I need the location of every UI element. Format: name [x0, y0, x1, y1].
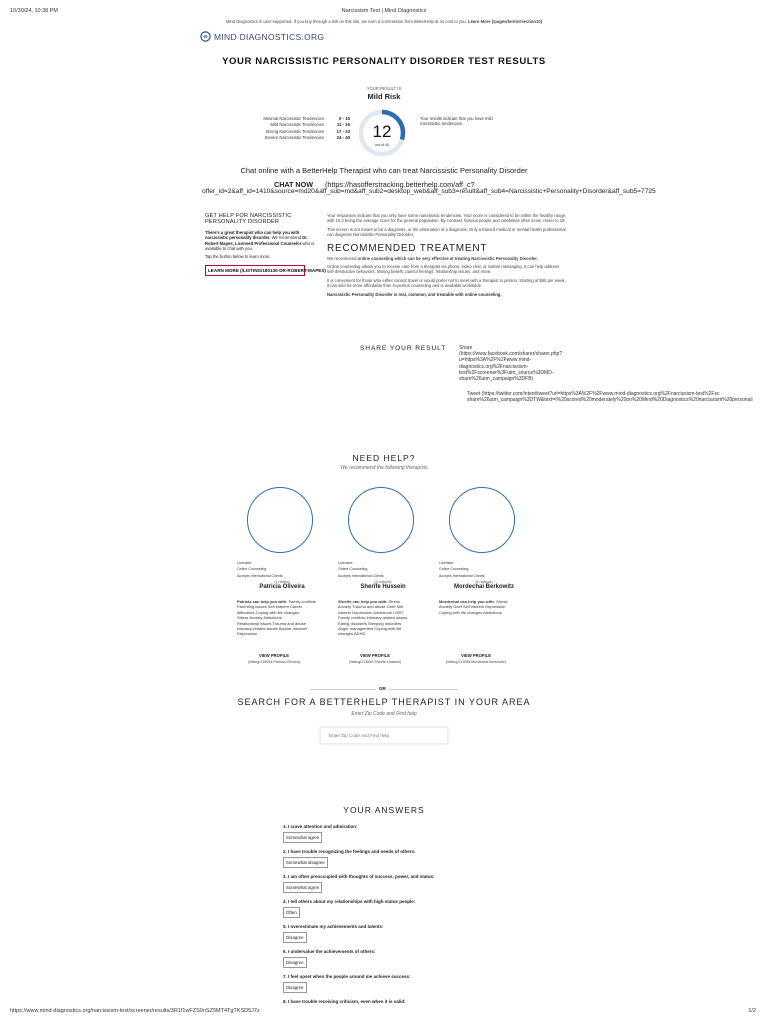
- facebook-share-link[interactable]: [459, 345, 589, 382]
- results-title: YOUR NARCISSISTIC PERSONALITY DISORDER TEST RESULTS: [222, 56, 546, 67]
- print-datetime: 10/30/24, 10:38 PM: [10, 8, 59, 14]
- fb-line-3[interactable]: u=https%3A%2F%2Fwww.mind-: [459, 357, 532, 364]
- therapist-tags: [338, 560, 433, 579]
- answer-value: Disagree: [283, 957, 307, 968]
- therapist-reviews: (6 reviews): [475, 579, 493, 584]
- specialty-line: Parenting issues Self esteem Career: [237, 604, 303, 610]
- tag-online: Online Counseling: [237, 567, 267, 572]
- range-label: Mild Narcissistic Tendencies: [270, 122, 324, 128]
- tag-licensed: Licensed: [237, 561, 252, 565]
- specialty-line: difficulties Coping with life changes: [237, 609, 299, 615]
- range-label: Severe Narcissistic Tendencies: [264, 134, 324, 140]
- help-p1-post: who is available to chat with you.: [205, 240, 315, 252]
- rec-p1-bold: online counseling which can be very effective at treating Narcissistic Personality Disorder.: [357, 255, 538, 261]
- specialty-line: Stress Anxiety Addictions: [237, 615, 282, 621]
- answer-question: 1. I crave attention and admiration:: [283, 824, 358, 829]
- view-profile-link[interactable]: [330, 653, 420, 664]
- result-side-note: Your results indicate that you have mild narcissistic tendencies.: [420, 116, 493, 127]
- therapist-reviews: (1 review): [274, 579, 290, 584]
- fb-line-2[interactable]: (https://www.facebook.com/sharer/sharer.php?: [459, 351, 563, 358]
- score-gauge: [357, 108, 407, 158]
- range-value: 0 - 10: [339, 116, 350, 121]
- tag-international: Accepts International Clients: [338, 573, 384, 578]
- help-p1-therapist: Dr. Robert Mapes, Licensed Professional Counselor: [205, 235, 308, 246]
- learn-more-button[interactable]: LEARN MORE (/LISTING/180130-DR-ROBERT-MAPES): [205, 265, 305, 276]
- help-label: Mordechai can help you with:: [439, 598, 496, 604]
- help-box-p2: Tap the button below to learn more.: [205, 254, 271, 260]
- tw-line-2[interactable]: share%26utm_campaign%3DTW&text=I%20scored%20moderately%20on%20Mind%20Diagnostics%20narcissism%20personali: [467, 397, 753, 404]
- view-profile-link[interactable]: [431, 653, 521, 664]
- chat-heading: Chat online with a BetterHelp Therapist who can treat Narcissistic Personality Disorder: [240, 166, 528, 175]
- specialty-line: Family conflicts Intimacy-related issues: [338, 615, 408, 621]
- share-title: SHARE YOUR RESULT: [360, 345, 447, 352]
- therapist-card: [439, 487, 534, 615]
- view-profile-url[interactable]: (/listing/211506-Mordechai-Berkowitz): [445, 660, 507, 664]
- range-label: Strong Narcissistic Tendencies: [265, 128, 324, 134]
- disclosure-text: Mind Diagnostics is user-supported. If you buy through a link on this site, we earn a commission from BetterHelp at no cost to you.: [225, 19, 467, 24]
- specialty-line: Anxiety Grief Self esteem Depression: [439, 604, 506, 610]
- tag-licensed: Licensed: [439, 561, 454, 565]
- help-p1-bold: There's a great therapist who can help you with narcissistic personality disorder.: [205, 229, 300, 241]
- or-label: OR: [376, 686, 389, 691]
- therapist-photo[interactable]: [348, 487, 414, 553]
- print-page-number: 1/2: [748, 1008, 756, 1014]
- specialty-line: Depression: [237, 631, 258, 637]
- therapist-photo[interactable]: [247, 487, 313, 553]
- logo[interactable]: [200, 31, 324, 42]
- specialty-line: Anxiety Trauma and abuse Grief Self: [338, 604, 404, 610]
- answer-question: 4. I tell others about my relationships with high status people:: [283, 899, 416, 904]
- gauge-score: 12: [372, 122, 392, 141]
- answer-question: 6. I undervalue the achievements of others:: [283, 949, 376, 954]
- answer-value: Often: [283, 907, 300, 918]
- therapist-specialties: [439, 599, 534, 615]
- specialty-line: changes ADHD: [338, 631, 366, 637]
- answer-value: Somewhat disagree: [283, 857, 328, 868]
- logo-text: MIND DIAGNOSTICS.ORG: [214, 31, 325, 42]
- specialty-line: Intimacy-related issues Bipolar disorder: [237, 625, 308, 631]
- chat-now-button[interactable]: CHAT NOW: [274, 180, 313, 189]
- score-range-row: [240, 135, 350, 141]
- therapist-specialties: [338, 599, 433, 637]
- therapist-reviews: (3 reviews): [374, 579, 392, 584]
- answer-value: Disagree: [283, 982, 307, 993]
- answer-question: 8. I have trouble receiving criticism, even when it is valid:: [283, 999, 406, 1004]
- print-page-title: Narcissism Test | Mind Diagnostics: [341, 8, 427, 14]
- disclosure-link[interactable]: Learn More (/pages/terms#section10): [468, 19, 543, 24]
- specialty-line: Stress: [388, 598, 401, 604]
- tw-line-1[interactable]: Tweet (https://twitter.com/intent/tweet?url=https%3A%2F%2Fwww.mind-diagnostics.org%2Fnarcissism-test%2Fsc: [467, 391, 720, 397]
- twitter-share-link[interactable]: [467, 391, 768, 403]
- help-box: [205, 213, 326, 276]
- specialty-line: Coping with life changes Addictions: [439, 609, 502, 615]
- answer-value: Somewhat agree: [283, 882, 322, 893]
- specialty-line: Family conflicts: [288, 598, 316, 604]
- therapist-name[interactable]: Patricia Oliveira: [259, 583, 305, 590]
- answer-question: 3. I am often preoccupied with thoughts of success, power, and status:: [283, 874, 435, 879]
- need-help-title: NEED HELP?: [352, 453, 416, 463]
- gauge-sub: out of 40: [375, 143, 389, 147]
- therapist-photo[interactable]: [449, 487, 515, 553]
- view-profile-label[interactable]: VIEW PROFILE: [460, 653, 491, 658]
- help-box-title: GET HELP FOR NARCISSISTIC PERSONALITY DISORDER: [205, 213, 292, 226]
- therapist-name[interactable]: Mordechai Berkowitz: [453, 583, 514, 590]
- rec-p1: [327, 256, 567, 261]
- answer-question: 7. I feel upset when the people around me achieve success:: [283, 974, 411, 979]
- your-result-label: YOUR RESULT IS: [366, 86, 402, 91]
- brain-icon: [200, 31, 211, 42]
- therapist-name[interactable]: Sherife Hussein: [360, 583, 406, 590]
- zip-code-input[interactable]: [320, 727, 448, 744]
- recommended-treatment-title: RECOMMENDED TREATMENT: [327, 242, 488, 254]
- view-profile-label[interactable]: VIEW PROFILE: [359, 653, 390, 658]
- range-value: 24 - 40: [336, 134, 350, 140]
- chat-link-part1[interactable]: (https://hasofferstracking.betterhelp.com/aff_c?: [325, 180, 475, 189]
- fb-line-6[interactable]: share%26utm_campaign%3DFB): [459, 376, 534, 383]
- therapist-tags: [439, 560, 534, 579]
- chat-link-part2[interactable]: offer_id=2&aff_id=1410&source=md20&aff_sub=md&aff_sub2=desktop_web&aff_sub3=result&aff_sub4=Narcissistic+Personality+Disorder&aff_sub5=7725: [202, 188, 656, 195]
- specialty-line: esteem Depression Addictions LGBT: [338, 609, 404, 615]
- specialty-line: Eating disorders Sleeping disorders: [338, 620, 402, 626]
- explanation: [327, 213, 567, 297]
- rec-p2: Online counseling allows you to receive care from a therapist via phone, video chat, or instant messaging. It can help address self-destructive behaviors, limiting beliefs, painful feelings, relationship issues, and more.: [327, 264, 560, 275]
- explanation-p1: Your responses indicate that you only have some narcissistic tendencies. Your score is considered to be within the healthy range, with 15.3 being the average score for the general population. By contrast, famous people and celebrities often score closer to 18.: [327, 213, 567, 224]
- answer-value: Disagree: [283, 932, 307, 943]
- fb-line-5[interactable]: test%2Fscreener%3Futm_source%3DMD-: [459, 369, 554, 376]
- tag-online: Online Counseling: [338, 567, 368, 572]
- range-value: 17 - 23: [336, 128, 350, 134]
- disclosure: [0, 19, 768, 24]
- specialty-line: Stress: [496, 598, 508, 604]
- need-help-subtitle: We recommend the following therapists: [340, 465, 428, 471]
- range-label: Minimal Narcissistic Tendencies: [263, 116, 324, 121]
- therapist-specialties: [237, 599, 332, 637]
- tag-licensed: Licensed: [338, 561, 353, 565]
- help-label: Sherife can help you with:: [338, 598, 388, 604]
- therapist-tags: [237, 560, 332, 579]
- risk-level: Mild Risk: [367, 92, 401, 101]
- therapist-card: [338, 487, 433, 637]
- answers-title: YOUR ANSWERS: [343, 805, 425, 815]
- view-profile-link[interactable]: [229, 653, 319, 664]
- rec-p1-pre: We recommend: [327, 255, 357, 261]
- explanation-p2: This screen is not meant to be a diagnosis, or the elimination of a diagnosis. Only a trained medical or mental health professional can diagnose Narcissistic Personality Disorder.: [327, 226, 566, 238]
- search-subtitle: Enter Zip Code and Find help: [351, 711, 417, 717]
- rec-p3: It is convenient for those who either cannot travel or would prefer not to meet with a therapist in person. Starting at $65 per week, it can also be more affordable than in-person counseling and is available worldwide.: [327, 277, 566, 289]
- help-label: Patricia can help you with:: [237, 598, 288, 604]
- tag-online: Online Counseling: [439, 567, 469, 572]
- search-title: SEARCH FOR A BETTERHELP THERAPIST IN YOUR AREA: [237, 697, 531, 707]
- answer-value: Somewhat agree: [283, 832, 322, 843]
- fb-line-4[interactable]: diagnostics.org%2Fnarcissism-: [459, 363, 529, 370]
- score-ranges: [240, 116, 350, 141]
- view-profile-url[interactable]: (/listing/213690-Sherife-Hussein): [348, 660, 402, 664]
- answer-question: 5. I overestimate my achievements and talents:: [283, 924, 384, 929]
- answer-question: 2. I have trouble recognizing the feelings and needs of others:: [283, 849, 416, 854]
- view-profile-label[interactable]: VIEW PROFILE: [258, 653, 289, 658]
- fb-line-1[interactable]: Share: [459, 345, 473, 351]
- help-box-p1: [205, 230, 315, 252]
- rec-p4: Narcissistic Personality Disorder is real, common, and treatable with online counseling.: [327, 291, 502, 297]
- range-value: 11 - 16: [336, 122, 350, 128]
- specialty-line: Relationship issues Trauma and abuse: [237, 620, 306, 626]
- help-p1-pre: We recommend: [271, 235, 302, 241]
- view-profile-url[interactable]: (/listing/215094-Patricia-Oliveira): [247, 660, 301, 664]
- tag-international: Accepts International Clients: [439, 573, 485, 578]
- print-url: https://www.mind-diagnostics.org/narcissism-test/screener/results/3R1f1wFZS0nSZ5MT4TgTKSD5J7z: [10, 1008, 260, 1014]
- tag-international: Accepts International Clients: [237, 573, 283, 578]
- therapist-card: [237, 487, 332, 637]
- specialty-line: Anger management Coping with life: [338, 625, 402, 631]
